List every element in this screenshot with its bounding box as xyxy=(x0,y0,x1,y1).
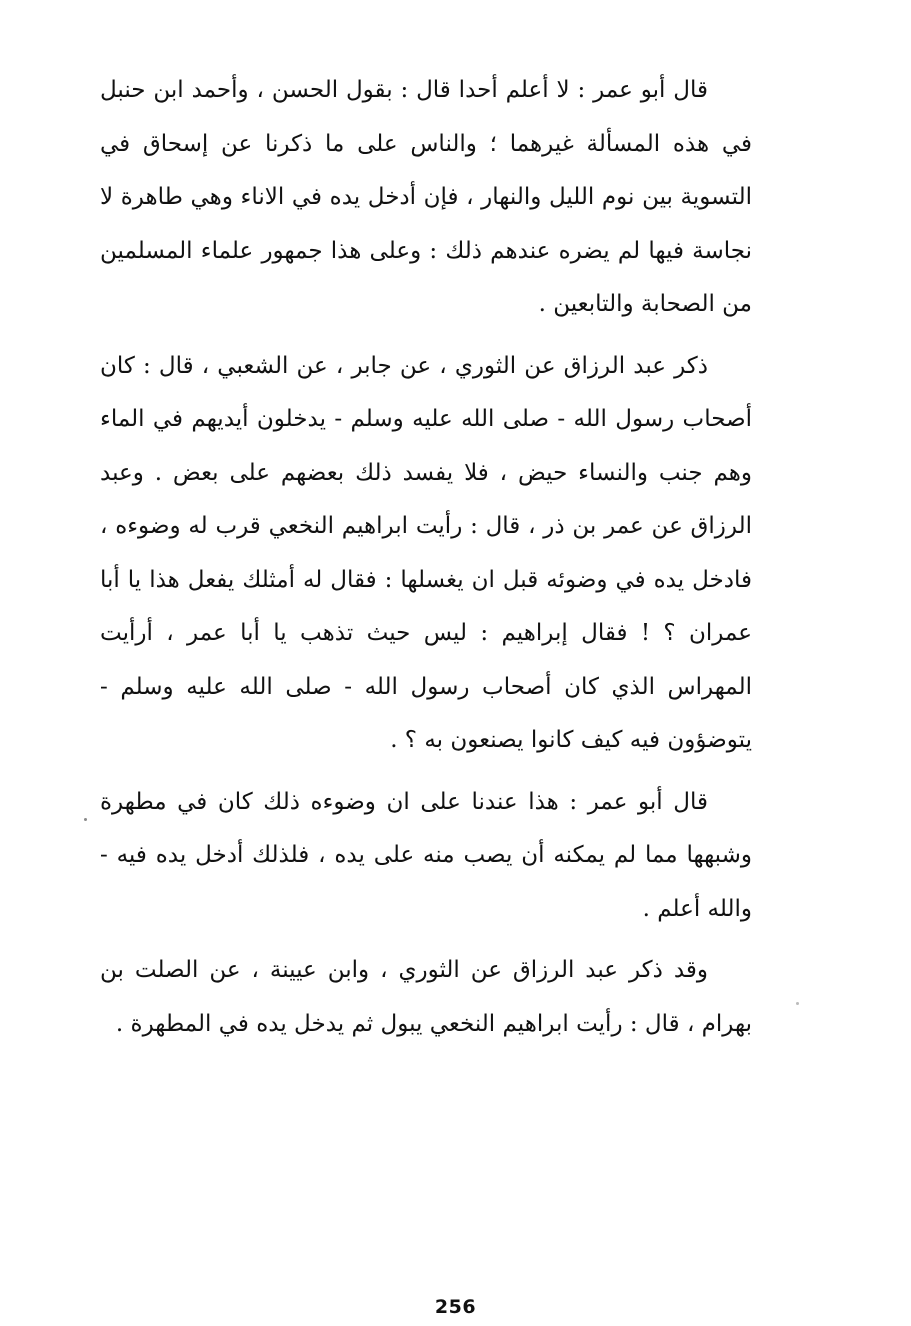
paragraph-salt-bin-bahram: وقد ذكر عبد الرزاق عن الثوري ، وابن عيينة ، عن الصلت بن بهرام ، قال : رأيت ابراهيم النخعي يبول ثم يدخل يده في المطهرة . xyxy=(100,957,752,1037)
paragraph-abu-umar-mathara: قال أبو عمر : هذا عندنا على ان وضوءه ذلك كان في مطهرة وشبهها مما لم يمكنه أن يصب منه على يده ، فلذلك أدخل يده فيه - والله أعلم . xyxy=(100,788,752,922)
main-text-column xyxy=(100,64,752,1051)
scan-speck xyxy=(796,1002,799,1005)
paragraph-abdul-razzaq-thawri-jabir: ذكر عبد الرزاق عن الثوري ، عن جابر ، عن الشعبي ، قال : كان أصحاب رسول الله - صلى الله عليه وسلم - يدخلون أيديهم في الماء وهم جنب والنساء حيض ، فلا يفسد ذلك بعضهم على بعض . وعبد الرزاق عن عمر بن ذر ، قال : رأيت ابراهيم النخعي قرب له وضوءه ، فادخل يده في وضوئه قبل ان يغسلها : فقال له أمثلك يفعل هذا يا أبا عمران ؟ ! فقال إبراهيم : ليس حيث تذهب يا أبا عمر ، أرأيت المهراس الذي كان أصحاب رسول الله - صلى الله عليه وسلم - يتوضؤون فيه كيف كانوا يصنعون به ؟ . xyxy=(100,352,752,753)
paragraph-abu-umar-hasan-ahmad: قال أبو عمر : لا أعلم أحدا قال : بقول الحسن ، وأحمد ابن حنبل في هذه المسألة غيرهما ؛ والناس على ما ذكرنا عن إسحاق في التسوية بين نوم الليل والنهار ، فإن أدخل يده في الاناء وهي طاهرة لا نجاسة فيها لم يضره عندهم ذلك : وعلى هذا جمهور علماء المسلمين من الصحابة والتابعين . xyxy=(100,77,752,317)
scan-speck xyxy=(84,818,87,821)
page-number: 256 xyxy=(434,1296,477,1318)
